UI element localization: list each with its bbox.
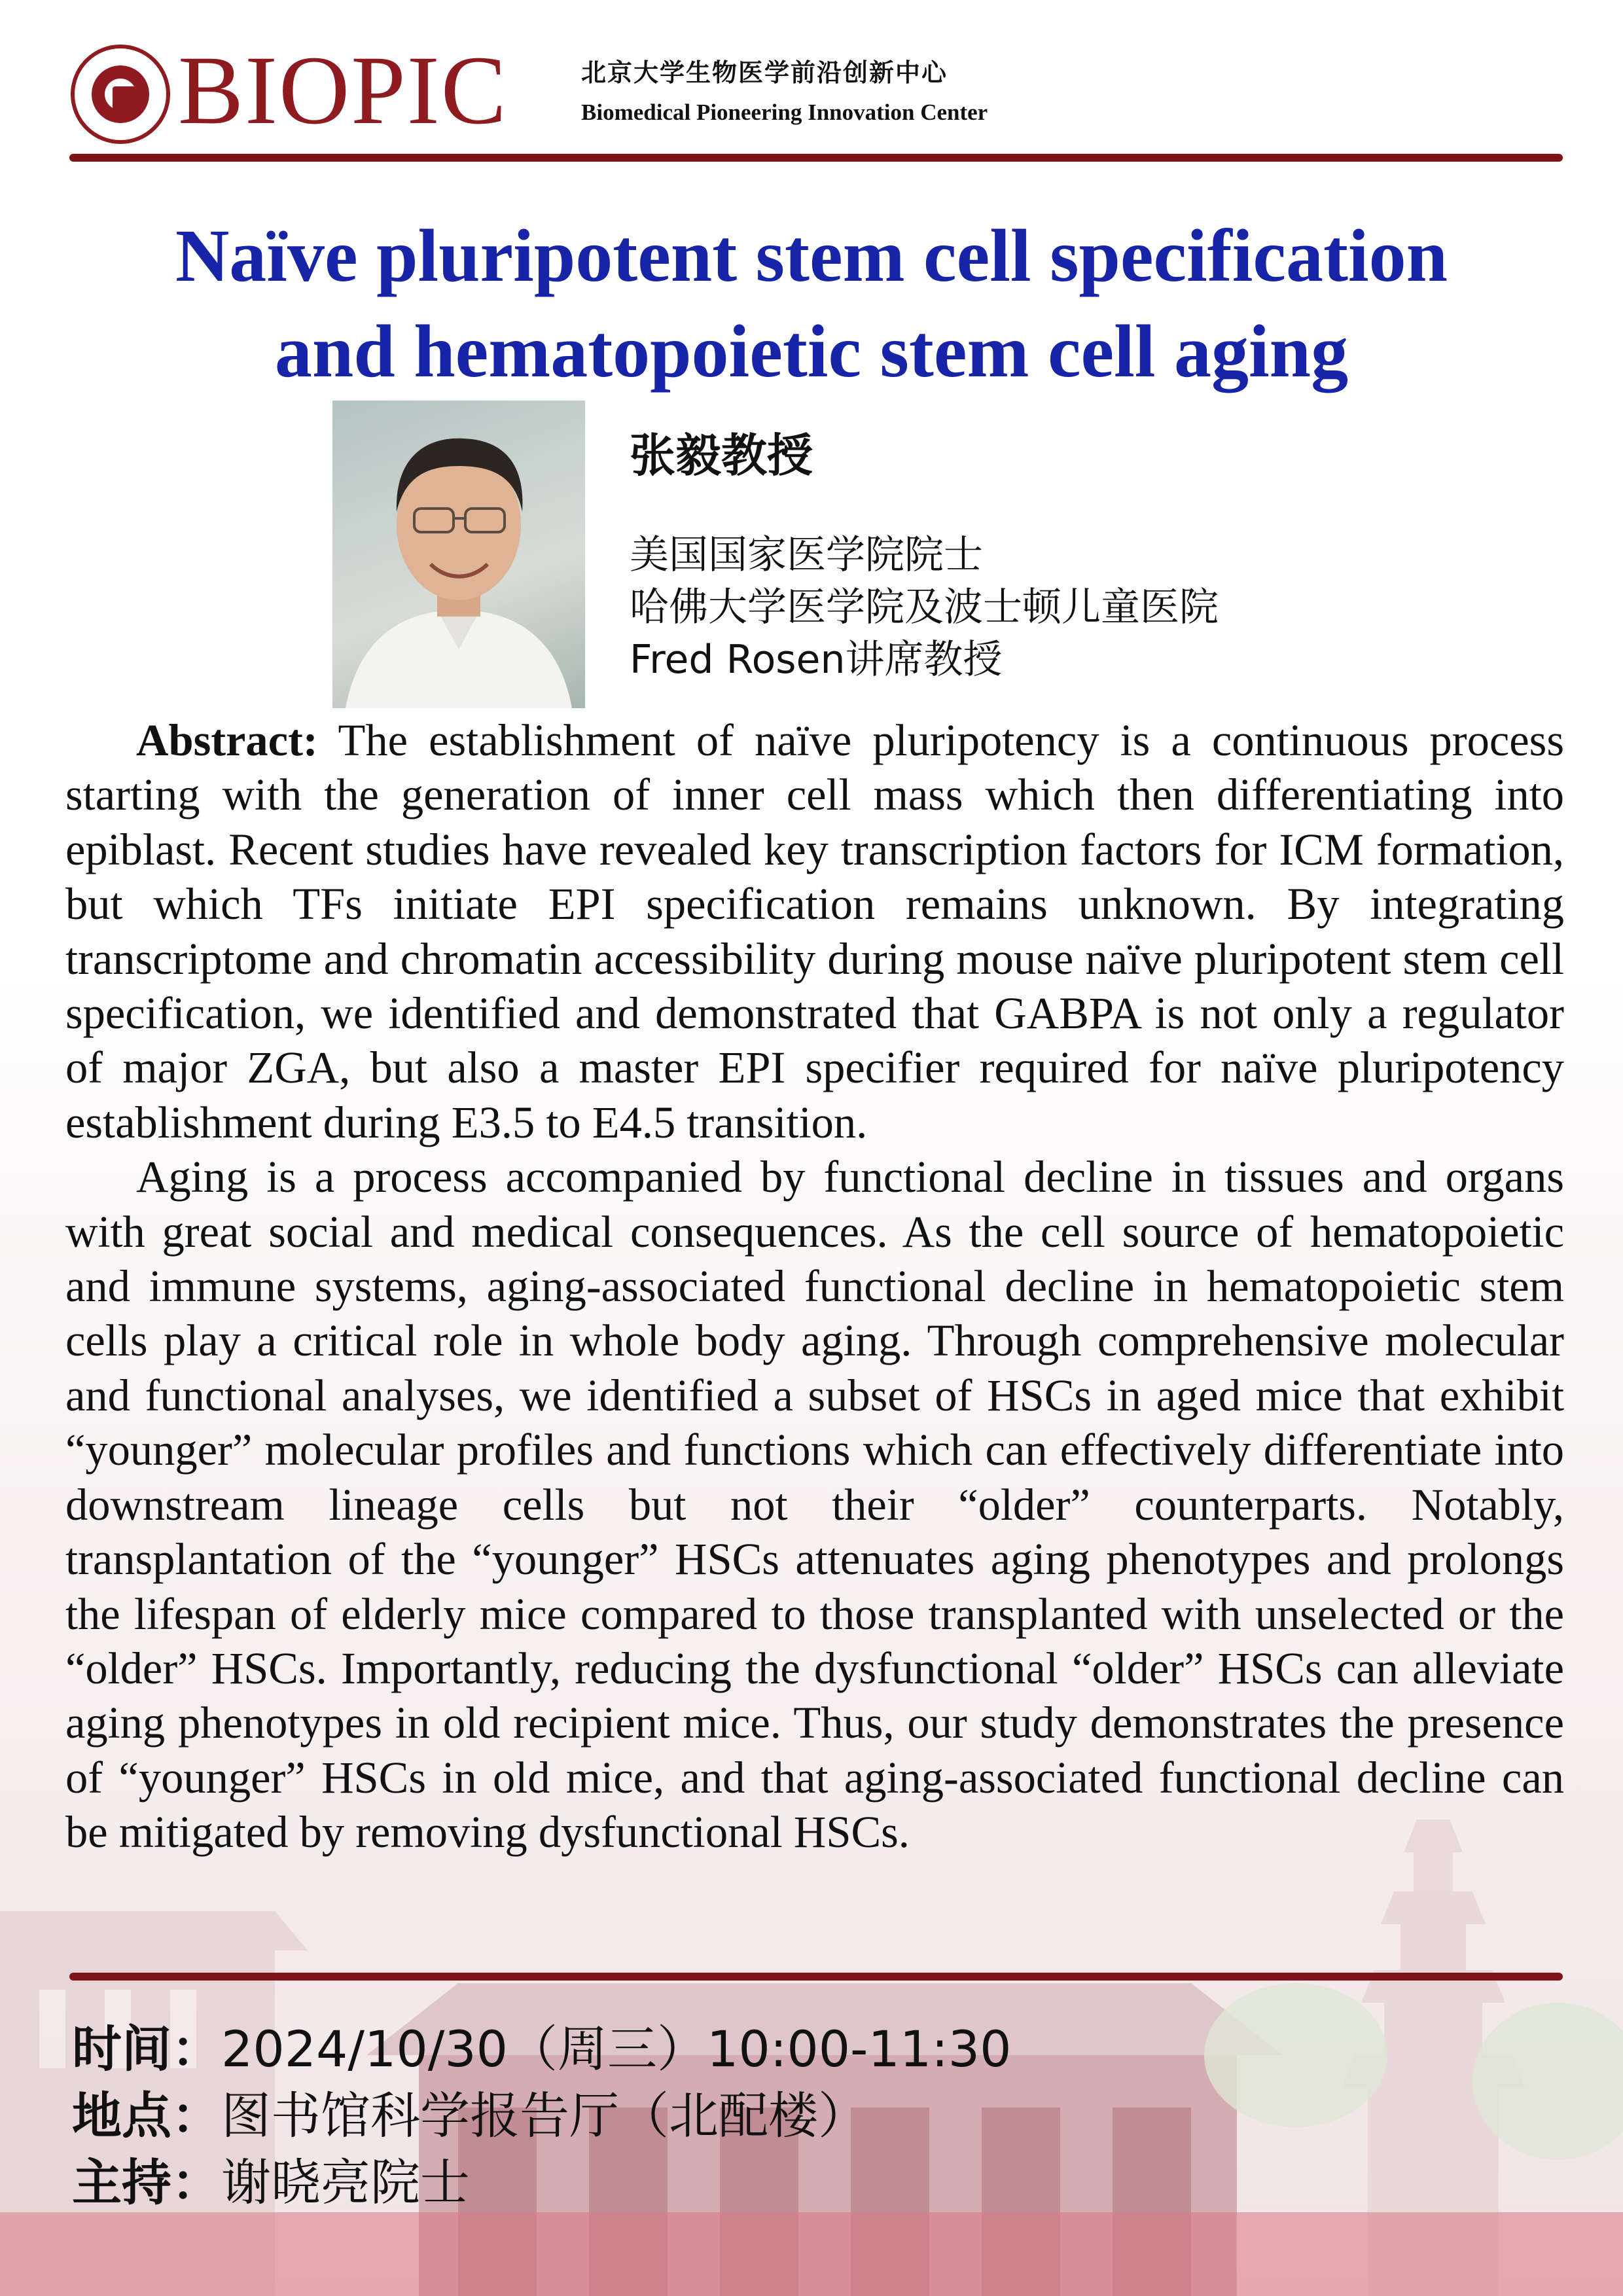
talk-title — [0, 208, 1623, 399]
abstract-paragraph-2: Aging is a process accompanied by functional decline in tissues and organs with great social and medical consequences. As the cell source of hematopoietic and immune systems, aging-associated functional decline in hematopoietic stem cells play a critical role in whole body aging. Through comprehensive molecular and functional analyses, we identified a subset of HSCs in aged mice that exhibit “younger” molecular profiles and functions which can effectively differentiate into downstream lineage cells but not their “older” counterparts. Notably, transplantation of the “younger” HSCs attenuates aging phenotypes and prolongs the lifespan of elderly mice compared to those transplanted with unselected or the “older” HSCs. Importantly, reducing the dysfunctional “older” HSCs can alleviate aging phenotypes in old recipient mice. Thus, our study demonstrates the presence of “younger” HSCs in old mice, and that aging-associated functional decline can be mitigated by removing dysfunctional HSCs. — [65, 1152, 1564, 1857]
center-name-chinese: 北京大学生物医学前沿创新中心 — [581, 58, 948, 87]
speaker-title-2: 哈佛大学医学院及波士顿儿童医院 — [630, 584, 1219, 630]
header-divider — [69, 154, 1563, 162]
speaker-title-1: 美国国家医学院院士 — [630, 532, 983, 578]
speaker-name: 张毅教授 — [630, 429, 813, 482]
event-time-value: 2024/10/30（周三）10:00-11:30 — [221, 2020, 1012, 2078]
event-host-value: 谢晓亮院士 — [221, 2153, 470, 2212]
event-time-label: 时间： — [72, 2020, 221, 2078]
talk-title-line-1: Naïve pluripotent stem cell specification — [175, 214, 1448, 297]
speaker-portrait — [332, 401, 585, 708]
event-place-label: 地点： — [72, 2087, 221, 2145]
abstract-label: Abstract: — [136, 715, 318, 765]
speaker-title-3: Fred Rosen讲席教授 — [630, 637, 1003, 683]
center-name-english: Biomedical Pioneering Innovation Center — [581, 99, 988, 125]
talk-title-line-2: and hematopoietic stem cell aging — [274, 310, 1349, 393]
event-place — [72, 2076, 868, 2147]
abstract-paragraph-1-text: The establishment of naïve pluripotency is a continuous process starting with the generation of inner cell mass which then differentiating into epiblast. Recent studies have revealed key transcription factors for ICM formation, but which TFs initiate EPI specification remains unknown. By integrating transcriptome and chromatin accessibility during mouse naïve pluripotent stem cell specification, we identified and demonstrated that GABPA is not only a regulator of major ZGA, but also a master EPI specifier required for naïve pluripotency establishment during E3.5 to E4.5 transition. — [65, 715, 1564, 1147]
biopic-wordmark-logo: BIOPIC — [178, 36, 508, 145]
abstract-paragraph-1 — [65, 713, 1564, 1150]
event-time — [72, 2009, 1012, 2081]
event-place-value: 图书馆科学报告厅（北配楼） — [221, 2087, 868, 2145]
abstract-section — [65, 713, 1564, 1860]
event-host-label: 主持： — [72, 2153, 221, 2212]
info-divider — [69, 1973, 1563, 1981]
peking-university-seal-logo — [71, 45, 170, 144]
event-host — [72, 2143, 470, 2214]
